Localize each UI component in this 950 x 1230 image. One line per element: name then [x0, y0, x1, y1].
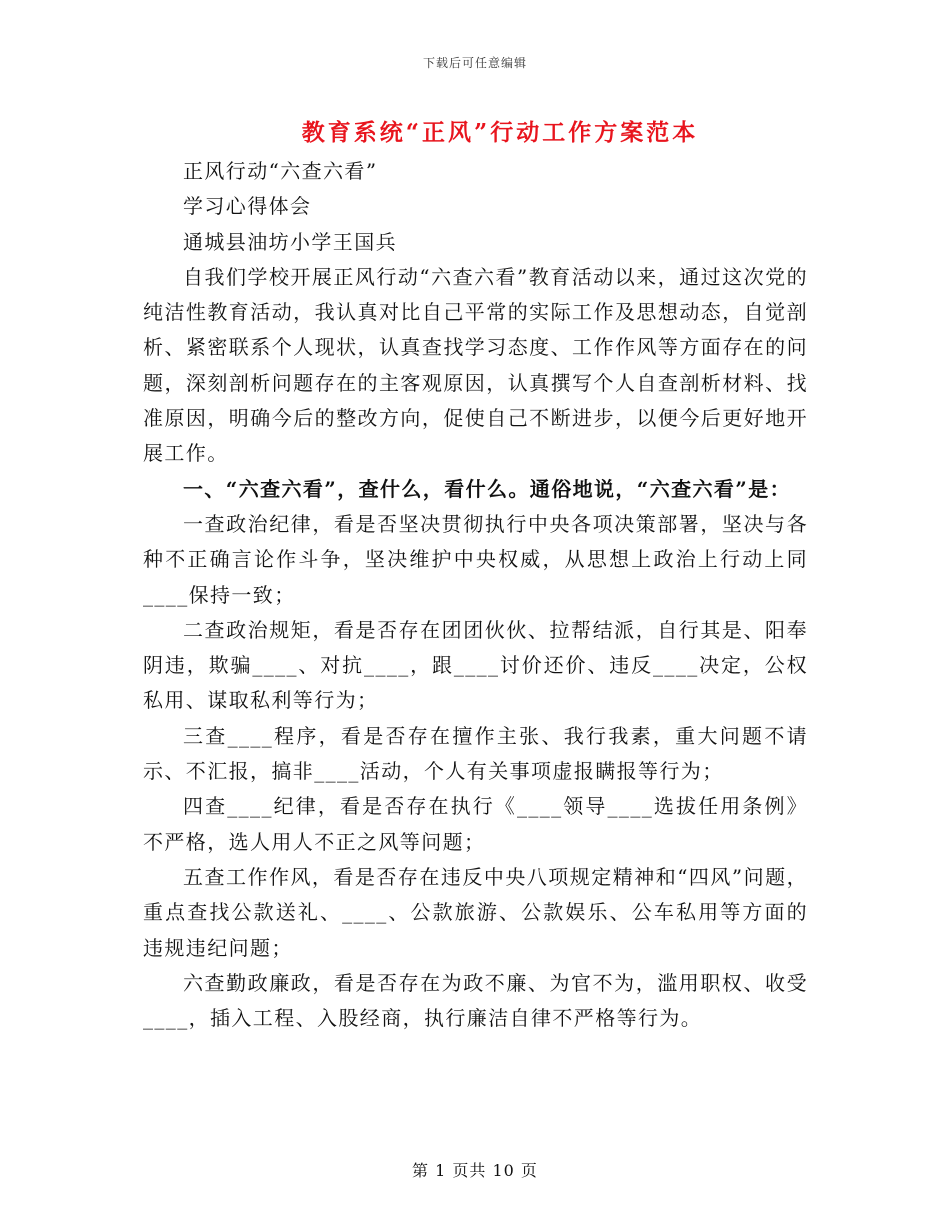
- paragraph-check-2: 二查政治规矩，看是否存在团团伙伙、拉帮结派，自行其是、阳奉阴违，欺骗____、对抗____，跟____讨价还价、违反____决定，公权私用、谋取私利等行为；: [143, 617, 808, 713]
- paragraph-subtitle-2: 学习心得体会: [183, 194, 312, 219]
- paragraph-intro: 自我们学校开展正风行动“六查六看”教育活动以来，通过这次党的纯洁性教育活动，我认真对比自己平常的实际工作及思想动态，自觉剖析、紧密联系个人现状，认真查找学习态度、工作作风等方面存在的问题，深刻剖析问题存在的主客观原因，认真撰写个人自查剖析材料、找准原因，明确今后的整改方向，促使自己不断进步，以便今后更好地开展工作。: [143, 264, 808, 466]
- paragraph-check-1: 一查政治纪律，看是否坚决贯彻执行中央各项决策部署，坚决与各种不正确言论作斗争，坚决维护中央权威，从思想上政治上行动上同____保持一致；: [143, 511, 808, 607]
- paragraph-check-5: 五查工作作风，看是否存在违反中央八项规定精神和“四风”问题，重点查找公款送礼、____、公款旅游、公款娱乐、公车私用等方面的违规违纪问题；: [143, 864, 808, 960]
- paragraph-subtitle: 正风行动“六查六看”: [183, 159, 378, 183]
- paragraph-author: 通城县油坊小学王国兵: [183, 229, 397, 254]
- document-body: [143, 154, 808, 1036]
- paragraph-check-3: 三查____程序，看是否存在擅作主张、我行我素，重大问题不请示、不汇报，搞非____活动，个人有关事项虚报瞒报等行为；: [143, 723, 808, 784]
- page-header: 下载后可任意编辑: [422, 56, 527, 70]
- paragraph-check-4: 四查____纪律，看是否存在执行《____领导____选拔任用条例》不严格，选人用人不正之风等问题；: [143, 794, 808, 854]
- paragraph-check-6: 六查勤政廉政，看是否存在为政不廉、为官不为，滥用职权、收受____，插入工程、入股经商，执行廉洁自律不严格等行为。: [143, 970, 808, 1031]
- page-title: 教育系统“正风”行动工作方案范本: [301, 119, 699, 146]
- section-heading-1: 一、“六查六看”，查什么，看什么。通俗地说，“六查六看”是：: [183, 476, 792, 501]
- page-footer: 第 1 页共 10 页: [412, 1161, 538, 1180]
